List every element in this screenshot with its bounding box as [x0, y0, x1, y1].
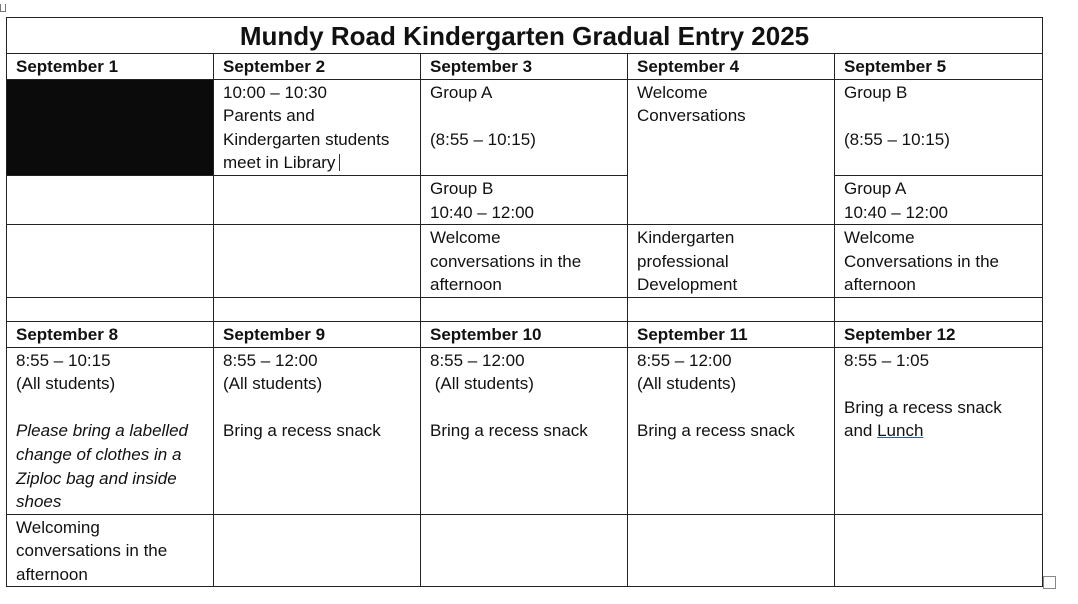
group-time: (8:55 – 10:15): [844, 129, 950, 149]
week2-header-row: [7, 321, 1043, 347]
blank-line: [844, 104, 1033, 128]
time-text: 8:55 – 12:00: [430, 350, 525, 370]
students-text: (All students): [223, 374, 323, 394]
empty-cell[interactable]: [214, 175, 421, 224]
empty-cell[interactable]: [214, 225, 421, 298]
empty-cell[interactable]: [7, 297, 214, 321]
note-text: Bring a recess snack: [844, 397, 1002, 417]
sep4-text: Conversations: [637, 106, 746, 126]
week2-afternoon-row: [7, 514, 1043, 587]
sep2-text: meet in Library: [223, 153, 336, 173]
day-header: September 4: [628, 54, 835, 80]
sep2-cell[interactable]: [214, 79, 421, 175]
sep8-cell[interactable]: [7, 347, 214, 514]
sep8-afternoon-cell[interactable]: [7, 514, 214, 587]
note-text: and: [844, 421, 878, 441]
day-header: September 2: [214, 54, 421, 80]
afternoon-text: afternoon: [430, 275, 502, 295]
empty-cell[interactable]: [7, 225, 214, 298]
sep4-text: Welcome: [637, 82, 708, 102]
note-text: Bring a recess snack: [637, 421, 795, 441]
sep5-slot1-cell[interactable]: [835, 79, 1043, 175]
day-header: September 1: [7, 54, 214, 80]
page-marker: [0, 4, 6, 12]
group-time: (8:55 – 10:15): [430, 129, 536, 149]
schedule-table: [6, 17, 1043, 587]
empty-cell[interactable]: [835, 514, 1043, 587]
empty-cell[interactable]: [628, 514, 835, 587]
group-label: Group A: [844, 178, 907, 198]
afternoon-text: Welcome: [430, 228, 501, 248]
empty-cell[interactable]: [835, 297, 1043, 321]
sep5-afternoon-cell[interactable]: [835, 225, 1043, 298]
empty-cell[interactable]: [7, 175, 214, 224]
spacer-row: [7, 297, 1043, 321]
sep2-text-with-cursor: [223, 151, 411, 175]
note-text: Bring a recess snack: [223, 421, 381, 441]
note-text-lunch: [844, 419, 1033, 443]
afternoon-text: Welcome: [844, 228, 915, 248]
sep12-cell[interactable]: [835, 347, 1043, 514]
students-text: (All students): [430, 374, 534, 394]
week1-slot2-row: [7, 175, 1043, 224]
group-label: Group A: [430, 82, 493, 102]
afternoon-text: conversations in the: [16, 541, 168, 561]
blank-line: [637, 396, 825, 420]
sep4-slot-cell[interactable]: [628, 79, 835, 225]
sep2-time: 10:00 – 10:30: [223, 82, 327, 102]
note-text: shoes: [16, 492, 62, 512]
sep3-slot2-cell[interactable]: [421, 175, 628, 224]
week1-header-row: [7, 54, 1043, 80]
note-text: Please bring a labelled: [16, 421, 189, 441]
note-text: change of clothes in a: [16, 444, 182, 464]
empty-cell[interactable]: [421, 297, 628, 321]
week1-afternoon-row: [7, 225, 1043, 298]
table-resize-handle[interactable]: [1043, 576, 1056, 589]
week2-morning-row: [7, 347, 1043, 514]
empty-cell[interactable]: [214, 514, 421, 587]
sep9-cell[interactable]: [214, 347, 421, 514]
time-text: 8:55 – 12:00: [637, 350, 732, 370]
blacked-out-cell: [7, 79, 214, 175]
group-time: 10:40 – 12:00: [430, 202, 534, 222]
group-label: Group B: [844, 82, 908, 102]
students-text: (All students): [637, 374, 737, 394]
sep2-text: Kindergarten students: [223, 129, 390, 149]
sep11-cell[interactable]: [628, 347, 835, 514]
day-header: September 12: [835, 321, 1043, 347]
day-header: September 5: [835, 54, 1043, 80]
group-label: Group B: [430, 178, 494, 198]
afternoon-text: conversations in the: [430, 251, 582, 271]
text-cursor: [339, 154, 340, 171]
blank-line: [430, 104, 618, 128]
blank-line: [430, 396, 618, 420]
note-text: Ziploc bag and inside: [16, 468, 177, 488]
sep4-afternoon-cell[interactable]: [628, 225, 835, 298]
lunch-text: Lunch: [877, 421, 924, 441]
blank-line: [16, 396, 204, 420]
afternoon-text: Conversations in the: [844, 251, 999, 271]
afternoon-text: Development: [637, 275, 738, 295]
day-header: September 10: [421, 321, 628, 347]
page-title: Mundy Road Kindergarten Gradual Entry 2025: [7, 18, 1043, 54]
day-header: September 8: [7, 321, 214, 347]
empty-cell[interactable]: [628, 297, 835, 321]
sep3-slot1-cell[interactable]: [421, 79, 628, 175]
week1-slot1-row: [7, 79, 1043, 175]
empty-cell[interactable]: [214, 297, 421, 321]
sep3-afternoon-cell[interactable]: [421, 225, 628, 298]
day-header: September 9: [214, 321, 421, 347]
note-text: Bring a recess snack: [430, 421, 588, 441]
afternoon-text: Kindergarten: [637, 228, 735, 248]
group-time: 10:40 – 12:00: [844, 202, 948, 222]
day-header: September 3: [421, 54, 628, 80]
sep2-text: Parents and: [223, 106, 315, 126]
time-text: 8:55 – 1:05: [844, 350, 930, 370]
time-text: 8:55 – 10:15: [16, 350, 111, 370]
title-row: [7, 18, 1043, 54]
empty-cell[interactable]: [421, 514, 628, 587]
afternoon-text: afternoon: [16, 564, 88, 584]
afternoon-text: afternoon: [844, 275, 916, 295]
blank-line: [223, 396, 411, 420]
sep5-slot2-cell[interactable]: [835, 175, 1043, 224]
afternoon-text: Welcoming: [16, 517, 100, 537]
afternoon-text: professional: [637, 251, 729, 271]
time-text: 8:55 – 12:00: [223, 350, 318, 370]
students-text: (All students): [16, 374, 116, 394]
day-header: September 11: [628, 321, 835, 347]
sep10-cell[interactable]: [421, 347, 628, 514]
blank-line: [844, 372, 1033, 396]
